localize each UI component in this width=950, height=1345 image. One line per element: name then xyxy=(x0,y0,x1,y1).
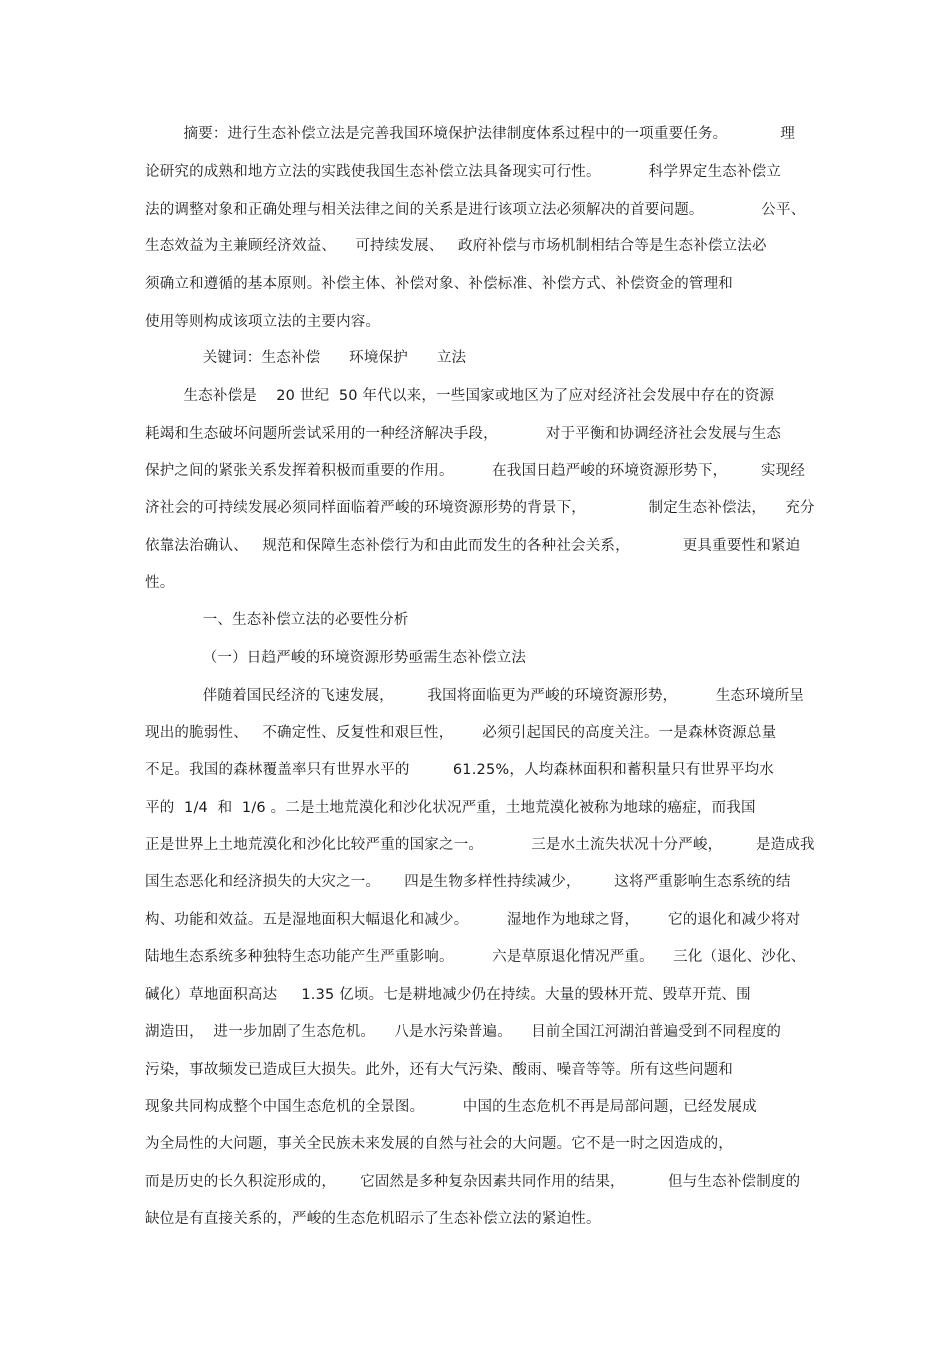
body-line-1: 伴随着国民经济的飞速发展， 我国将面临更为严峻的环境资源形势， 生态环境所呈 xyxy=(145,688,805,704)
intro-line-1: 生态补偿是 20 世纪 50 年代以来，一些国家或地区为了应对经济社会发展中存在的资源 xyxy=(145,388,775,404)
body-line-5: 正是世界上土地荒漠化和沙化比较严重的国家之一。 三是水土流失状况十分严峻， 是造成我 xyxy=(145,837,815,853)
body-line-11: 污染，事故频发已造成巨大损失。此外，还有大气污染、酸雨、噪音等等。所有这些问题和 xyxy=(145,1062,733,1078)
abstract-line-6: 使用等则构成该项立法的主要内容。 xyxy=(145,314,381,330)
body-line-4: 平的 1/4 和 1/6 。二是土地荒漠化和沙化状况严重，土地荒漠化被称为地球的癌症，而我国 xyxy=(145,800,756,816)
intro-line-6: 性。 xyxy=(145,575,175,591)
body-line-14: 而是历史的长久积淀形成的， 它固然是多种复杂因素共同作用的结果， 但与生态补偿制度的 xyxy=(145,1174,801,1190)
abstract-line-5: 须确立和遵循的基本原则。补偿主体、补偿对象、补偿标准、补偿方式、补偿资金的管理和 xyxy=(145,276,733,292)
intro-line-2: 耗竭和生态破坏问题所尝试采用的一种经济解决手段， 对于平衡和协调经济社会发展与生态 xyxy=(145,426,782,442)
keywords-line: 关键词：生态补偿 环境保护 立法 xyxy=(145,350,467,366)
body-line-12: 现象共同构成整个中国生态危机的全景图。 中国的生态危机不再是局部问题，已经发展成 xyxy=(145,1099,757,1115)
abstract-line-1: 摘要：进行生态补偿立法是完善我国环境保护法律制度体系过程中的一项重要任务。 理 xyxy=(145,126,795,142)
abstract-line-3: 法的调整对象和正确处理与相关法律之间的关系是进行该项立法必须解决的首要问题。 公平、 xyxy=(145,202,806,218)
body-line-15: 缺位是有直接关系的，严峻的生态危机昭示了生态补偿立法的紧迫性。 xyxy=(145,1211,601,1227)
intro-line-5: 依靠法治确认、 规范和保障生态补偿行为和由此而发生的各种社会关系， 更具重要性和紧迫 xyxy=(145,538,801,554)
subsection-heading-1: （一）日趋严峻的环境资源形势亟需生态补偿立法 xyxy=(145,650,527,666)
abstract-line-2: 论研究的成熟和地方立法的实践使我国生态补偿立法具备现实可行性。 科学界定生态补偿立 xyxy=(145,164,782,180)
body-line-2: 现出的脆弱性、 不确定性、反复性和艰巨性， 必须引起国民的高度关注。一是森林资源总量 xyxy=(145,725,777,741)
intro-line-4: 济社会的可持续发展必须同样面临着严峻的环境资源形势的背景下， 制定生态补偿法， 充分 xyxy=(145,500,815,516)
section-heading-1: 一、生态补偿立法的必要性分析 xyxy=(145,612,409,628)
body-line-3: 不足。我国的森林覆盖率只有世界水平的 61.25%，人均森林面积和蓄积量只有世界平均水 xyxy=(145,762,774,778)
body-line-8: 陆地生态系统多种独特生态功能产生严重影响。 六是草原退化情况严重。 三化（退化、沙化、 xyxy=(145,949,806,965)
body-line-9: 碱化）草地面积高达 1.35 亿顷。七是耕地减少仍在持续。大量的毁林开荒、毁草开荒、围 xyxy=(145,987,751,1003)
intro-line-3: 保护之间的紧张关系发挥着积极而重要的作用。 在我国日趋严峻的环境资源形势下， 实现经 xyxy=(145,463,806,479)
body-line-10: 湖造田， 进一步加剧了生态危机。 八是水污染普遍。 目前全国江河湖泊普遍受到不同程度的 xyxy=(145,1024,782,1040)
body-line-13: 为全局性的大问题，事关全民族未来发展的自然与社会的大问题。它不是一时之因造成的， xyxy=(145,1136,733,1152)
body-line-7: 构、功能和效益。五是湿地面积大幅退化和减少。 湿地作为地球之肾， 它的退化和减少将对 xyxy=(145,912,801,928)
body-line-6: 国生态恶化和经济损失的大灾之一。 四是生物多样性持续减少， 这将严重影响生态系统的结 xyxy=(145,874,791,890)
abstract-line-4: 生态效益为主兼顾经济效益、 可持续发展、 政府补偿与市场机制相结合等是生态补偿立法必 xyxy=(145,238,767,254)
